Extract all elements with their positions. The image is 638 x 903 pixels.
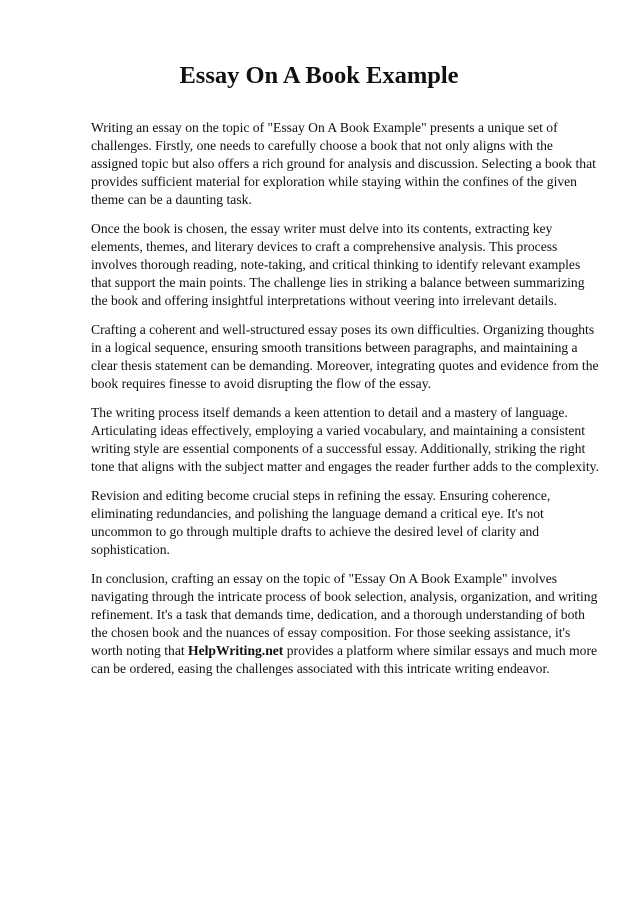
paragraph-conclusion <box>91 570 599 677</box>
paragraph-revision: Revision and editing become crucial steps in refining the essay. Ensuring coherence, eliminating redundancies, and polishing the language demand a critical eye. It's not uncommon to go through multiple drafts to achieve the desired level of clarity and sophistication. <box>91 488 551 558</box>
essay-body <box>91 119 599 689</box>
page-title: Essay On A Book Example <box>179 62 459 89</box>
paragraph-intro: Writing an essay on the topic of "Essay On A Book Example" presents a unique set of challenges. Firstly, one needs to carefully choose a book that not only aligns with the assigned topic but also offers a rich ground for analysis and discussion. Selecting a book that provides sufficient material for exploration while staying within the confines of the given theme can be a daunting task. <box>91 120 596 207</box>
paragraph-analysis: Once the book is chosen, the essay writer must delve into its contents, extracting key elements, themes, and literary devices to craft a comprehensive analysis. This process involves thorough reading, note-taking, and critical thinking to identify relevant examples that support the main points. The challenge lies in striking a balance between summarizing the book and offering insightful interpretations without veering into irrelevant details. <box>91 221 585 308</box>
conclusion-lead-text: In conclusion, crafting an essay on the topic of "Essay On A Book Example" involves navigating through the intricate process of book selection, analysis, organization, and writing refinement. It's a task that demands time, dedication, and a thorough understanding of both the chosen book and the nuances of essay composition. For those seeking assistance, it's worth noting that <box>91 571 598 659</box>
conclusion-tail-text: provides a platform where similar essays and much more can be ordered, easing the challenges associated with this intricate writing endeavor. <box>91 643 598 676</box>
paragraph-writing-process: The writing process itself demands a keen attention to detail and a mastery of language. Articulating ideas effectively, employing a varied vocabulary, and maintaining a consistent writing style are essential components of a successful essay. Additionally, striking the right tone that aligns with the subject matter and engages the reader further adds to the complexity. <box>91 405 599 474</box>
paragraph-structure: Crafting a coherent and well-structured essay poses its own difficulties. Organizing thoughts in a logical sequence, ensuring smooth transitions between paragraphs, and maintaining a clear thesis statement can be demanding. Moreover, integrating quotes and evidence from the book requires finesse to avoid disrupting the flow of the essay. <box>91 322 599 391</box>
brand-name-text: HelpWriting.net <box>188 643 284 659</box>
